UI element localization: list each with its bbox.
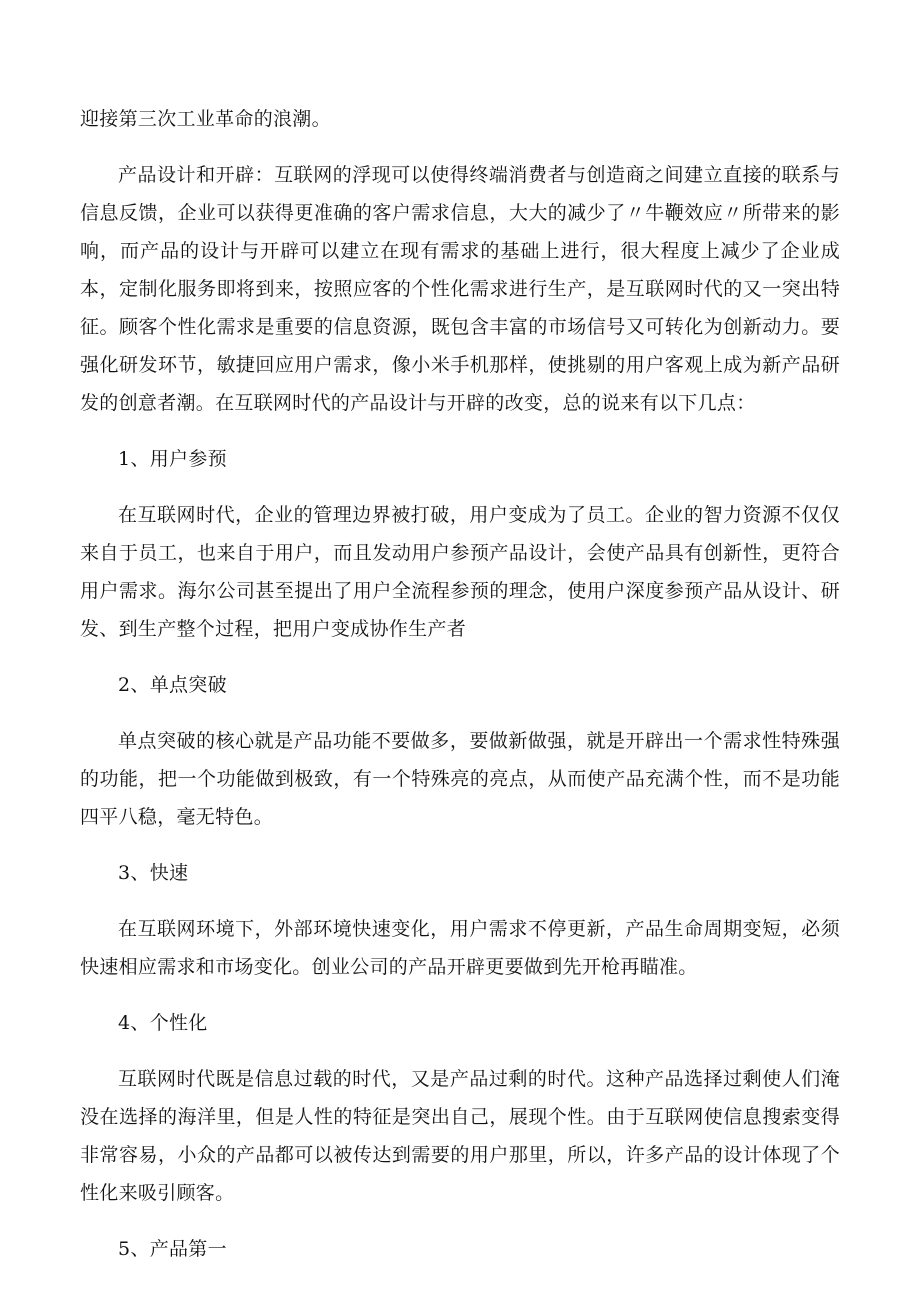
document-body xyxy=(80,100,840,1286)
paragraph-single-point-breakthrough: 单点突破的核心就是产品功能不要做多，要做新做强，就是开辟出一个需求性特殊强的功能，把一个功能做到极致，有一个特殊亮的亮点，从而使产品充满个性，而不是功能四平八稳，毫无特色。 xyxy=(80,730,840,828)
paragraph-speed: 在互联网环境下，外部环境快速变化，用户需求不停更新，产品生命周期变短，必须快速相应需求和市场变化。创业公司的产品开辟更要做到先开枪再瞄准。 xyxy=(80,918,840,978)
paragraph-user-participation: 在互联网时代，企业的管理边界被打破，用户变成为了员工。企业的智力资源不仅仅来自于员工，也来自于用户，而且发动用户参预产品设计，会使产品具有创新性，更符合用户需求。海尔公司甚至提出了用户全流程参预的理念，使用户深度参预产品从设计、研发、到生产整个过程，把用户变成协作生产者 xyxy=(80,504,840,640)
heading-speed: 3、快速 xyxy=(118,862,189,884)
heading-product-first: 5、产品第一 xyxy=(118,1238,227,1260)
heading-single-point-breakthrough: 2、单点突破 xyxy=(118,674,227,696)
heading-personalization: 4、个性化 xyxy=(118,1012,208,1034)
paragraph-product-design: 产品设计和开辟：互联网的浮现可以使得终端消费者与创造商之间建立直接的联系与信息反馈，企业可以获得更准确的客户需求信息，大大的减少了〃牛鞭效应〃所带来的影响，而产品的设计与开辟可以建立在现有需求的基础上进行，很大程度上减少了企业成本，定制化服务即将到来，按照应客的个性化需求进行生产，是互联网时代的又一突出特征。顾客个性化需求是重要的信息资源，既包含丰富的市场信号又可转化为创新动力。要强化研发环节，敏捷回应用户需求，像小米手机那样，使挑剔的用户客观上成为新产品研发的创意者潮。在互联网时代的产品设计与开辟的改变，总的说来有以下几点： xyxy=(80,164,840,414)
heading-user-participation: 1、用户参预 xyxy=(118,448,227,470)
paragraph-personalization: 互联网时代既是信息过载的时代，又是产品过剩的时代。这种产品选择过剩使人们淹没在选择的海洋里，但是人性的特征是突出自己，展现个性。由于互联网使信息搜索变得非常容易，小众的产品都可以被传达到需要的用户那里，所以，许多产品的设计体现了个性化来吸引顾客。 xyxy=(80,1068,840,1204)
paragraph-intro-tail: 迎接第三次工业革命的浪潮。 xyxy=(80,108,331,130)
